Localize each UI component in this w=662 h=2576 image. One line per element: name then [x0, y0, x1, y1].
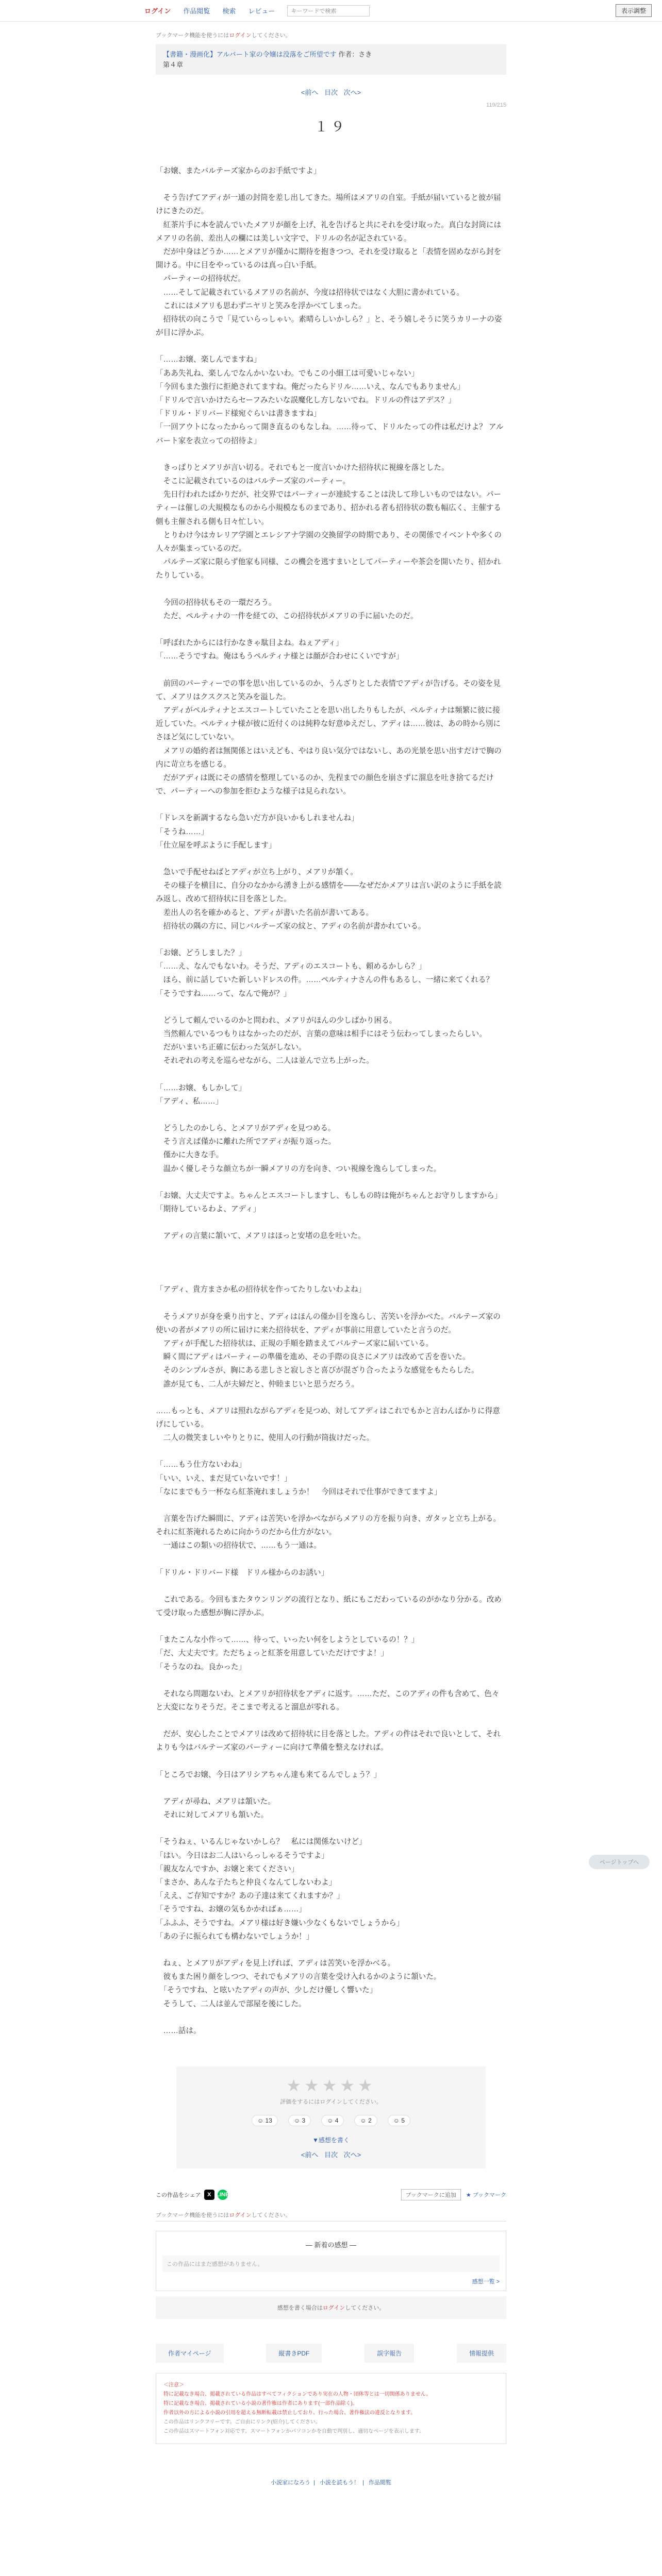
body-line: メアリの婚約者は無関係とはいえども、やはり良い気分ではないし、あの光景を思い出すだけで胸の内に苛立ちを感じる。 — [156, 747, 502, 769]
body-line: そこに記載されているのはバルテーズ家のパーティー。 — [156, 477, 350, 486]
review-heading: ― 新着の感想 ― — [305, 2241, 357, 2249]
reaction-count: 2 — [368, 2116, 372, 2124]
body-line: きっぱりとメアリが言い切る。それでもと一度言いかけた招待状に視線を落とした。 — [156, 463, 449, 472]
body-line: アディが尋ね、メアリは頷いた。 — [156, 1797, 275, 1806]
body-line: 「お嬢、またバルテーズ家からのお手紙ですよ」 — [156, 167, 321, 175]
paragraph-gap — [156, 1297, 506, 1310]
novel-body — [156, 164, 506, 2038]
body-line: だがアディは既にその感情を整理しているのか、先程までの顔色を崩さずに溜息を吐き捨てるだけで、パーティーへの参加を拒むような様子は見られない。 — [156, 773, 494, 796]
body-line: アディが手配した招待状は、正規の手順を踏まえてバルテーズ家に届いている。 — [156, 1340, 434, 1348]
nav-item-browse[interactable]: 作品閲覧 — [183, 7, 210, 15]
body-line: 僅かに大きな手。 — [156, 1151, 224, 1160]
body-line: そう言えば僅かに離れた所でアディが振り返った。 — [156, 1138, 336, 1146]
body-line: どうしたのかしら、とメアリがアディを見つめる。 — [156, 1124, 336, 1132]
rating-note: 評価をするにはログインしてください。 — [280, 2098, 382, 2105]
body-line: 「いい、いえ、まだ見ていないです！」 — [156, 1474, 292, 1483]
body-line: だが、安心したことでメアリは改めて招待状に目を落とした。アディの件はそれで良いとして、それよりも今はバルテーズ家のパーティーに向けて準備を整えなければ。 — [156, 1730, 501, 1752]
body-line: 「なにまでもう一杯なら紅茶淹れましょうか！ 今回はそれで仕事ができてますよ」 — [156, 1487, 442, 1496]
add-bookmark-button[interactable]: ブックマークに追加 — [401, 2189, 461, 2200]
bookmark-login-link-bottom[interactable]: ログイン — [229, 2212, 252, 2218]
site-link-yomou[interactable]: 小説を読もう！ — [320, 2479, 359, 2486]
body-line: 「ドリル・ドリバード様 ドリル様からのお誘い」 — [156, 1568, 329, 1577]
body-line: 差出人の名を確かめると、アディが書いた名前が書いてある。 — [156, 908, 374, 917]
reaction-button[interactable]: ☺ 4 — [321, 2115, 344, 2126]
reaction-count: 13 — [265, 2116, 272, 2124]
page-counter: 119/215 — [486, 102, 506, 108]
body-line: それぞれの考えを巡らせながら、二人は並んで立ち上がった。 — [156, 1057, 374, 1065]
nav-item-review[interactable]: レビュー — [248, 7, 275, 15]
reaction-count: 3 — [302, 2116, 306, 2124]
prev-link[interactable]: <前へ — [301, 89, 319, 96]
review-login-note: 感想を書く場合はログインしてください。 — [156, 2296, 506, 2319]
prev-link-bottom[interactable]: <前へ — [301, 2150, 319, 2159]
body-line: 「だ、大丈夫です。ただちょっと紅茶を用意していただけですよ！」 — [156, 1649, 389, 1658]
body-line: そのシンプルさが、胸にある悲しさと寂しさと喜びが混ざり合ったような感覚をもたらした。 — [156, 1366, 479, 1375]
x-share-icon[interactable]: X — [204, 2190, 214, 2200]
next-link[interactable]: 次へ> — [343, 89, 361, 96]
star-rating[interactable]: ★★★★★ — [286, 2076, 376, 2095]
reaction-button[interactable]: ☺ 2 — [354, 2115, 377, 2126]
paragraph-gap — [156, 1256, 506, 1269]
bottom-area — [156, 2211, 506, 2486]
author-name: 作者：さき — [338, 50, 372, 58]
body-line: アディがペルティナとエスコートしていたことを思い出したりもしたが、ペルティナは頻繁に彼に接近していた。ペルティナ様が彼に近付くのは純粋な好意ゆえだし、アディは……彼は、あの時から別にさほど気にしていない。 — [156, 706, 501, 742]
paragraph-gap — [156, 798, 506, 811]
body-line: 今回の招待状もその一環だろう。 — [156, 598, 276, 607]
body-line: 「親友なんですか、お嬢と来てください」 — [156, 1865, 299, 1873]
write-impression-link[interactable]: ▼感想を書く — [312, 2136, 350, 2144]
body-line: 「お嬢、大丈夫ですよ。ちゃんとエスコートしますし、もしもの時は俺がちゃんとお守りしますから」 — [156, 1191, 502, 1200]
toc-link[interactable]: 目次 — [324, 89, 338, 96]
display-settings-button[interactable]: 表示調整 — [616, 4, 652, 17]
body-line: そうして、二人は並んで部屋を後にした。 — [156, 1999, 306, 2008]
body-line: 「あの子に振られても構わないでしょうか！」 — [156, 1932, 314, 1941]
paragraph-gap — [156, 933, 506, 946]
review-login-link[interactable]: ログイン — [322, 2304, 345, 2311]
body-line: パルテーズ家に限らず他家も同様、この機会を逃すまいとしてパーティーや茶会を開いたり、招かれたりしている。 — [156, 558, 501, 580]
paragraph-gap — [156, 1216, 506, 1229]
reaction-button[interactable]: ☺ 3 — [288, 2115, 311, 2126]
body-line: ……話は。 — [156, 2026, 201, 2035]
body-line: 言葉を告げた瞬間に、アディは苦笑いを浮かべながらメアリの方を振り向き、ガタッと立ち上がる。それに紅茶淹れるために向かうのだから仕方がない。 — [156, 1515, 501, 1537]
notice-box: ＜注意＞ 特に記載なき場合、掲載されている作品はすべてフィクションであり実在の人物・団体等とは一切関係ありません。 特に記載なき場合、掲載されている小説の著作権は作者にあります(一部作品除く)。 作者以外の方による小説の引用を超える無断転載は禁止しており、行った場合、著作権法の違反となります。 この作品はリンクフリーです。ご自由にリンク(紹介)してください。 この作品はスマートフォン対応です。スマートフォンかパソコンかを自動で判別し、適切なページを表示します。 — [156, 2373, 506, 2444]
site-link-browse[interactable]: 作品閲覧 — [368, 2479, 391, 2486]
body-line: アディの言葉に頷いて、メアリはほっと安堵の息を吐いた。 — [156, 1232, 366, 1241]
paragraph-gap — [156, 664, 506, 677]
body-line: その様子を横目に、自分のなかから湧き上がる感情を――なぜだかメアリは言い訳のように手紙を読み返し、改めて招待状に目を落とした。 — [156, 882, 502, 904]
paragraph-gap — [156, 178, 506, 191]
body-line: だが中身はどうか……とメアリが僅かに期待を抱きつつ、それを受け取ると「表情を固めながら封を開ける。中に目をやっているのは真っ白い手紙。 — [156, 248, 502, 270]
paragraph-gap — [156, 1822, 506, 1835]
vertical-pdf-link[interactable]: 縦書きPDF — [266, 2344, 322, 2363]
bookmark-link[interactable]: ★ ブックマーク — [466, 2192, 506, 2198]
body-line: 「ところでお嬢、今日はアリシアちゃん達も来てるんでしょう？」 — [156, 1770, 382, 1779]
paragraph-gap — [156, 1499, 506, 1512]
paragraph-gap — [156, 2011, 506, 2024]
paragraph-gap — [156, 1108, 506, 1122]
paragraph-gap — [156, 1269, 506, 1283]
body-line: そう告げてアディが一通の封筒を差し出してきた。場所はメアリの自室。手紙が届いていると彼が届けにきたのだ。 — [156, 194, 501, 216]
episode-nav-top — [156, 87, 506, 97]
body-line: パーティーの招待状だ。 — [156, 275, 245, 283]
paragraph-gap — [156, 1176, 506, 1189]
body-line: 「仕立屋を呼ぶように手配します」 — [156, 841, 276, 850]
chapter-title: １９ — [314, 119, 347, 134]
body-line: 「呼ばれたからには行かなきゃ駄目よね。ねぇアディ」 — [156, 639, 343, 648]
body-line: 「ふふふ、そうですね。メアリ様は好き嫌い少なくもないでしょうから」 — [156, 1919, 404, 1927]
body-line: そうメアリが身を乗り出すと、アディはほんの僅か目を逸らし、苦笑いを浮かべた。バルテーズ家の使いの者がメアリの所に届けに来た招待状を、アディが事前に用意していたと言うのだ。 — [156, 1312, 501, 1334]
body-line: 「お嬢、どうしました？」 — [156, 948, 246, 957]
page-top-button[interactable]: ページトップへ — [589, 1855, 650, 1869]
body-line: 「ドリル・ドリバード様宛ぐらいは書きますね」 — [156, 410, 321, 418]
body-line: どうして頼んでいるのかと問われ、メアリがほんの少しばかり困る。 — [156, 1016, 397, 1025]
body-line: 先日行われたばかりだが、社交界ではパーティーが連続することは決して珍しいものではない。パーティーは催しの大規模なものから小規模なものまであり、招かれる者も招待状の数も幅広く、主催する側も主催される側も日々忙しい。 — [156, 490, 502, 526]
share-row — [156, 2189, 506, 2200]
paragraph-gap — [156, 1445, 506, 1458]
body-line: ほら、前に話していた新しいドレスの件。……ペルティナさんの件もあるし、一緒に来てくれる？ — [156, 976, 494, 985]
toc-link-bottom[interactable]: 目次 — [324, 2150, 338, 2159]
reaction-count: 5 — [401, 2116, 405, 2124]
nav-item-search[interactable]: 検索 — [222, 7, 236, 15]
episode-nav-bottom — [176, 2149, 486, 2159]
bookmark-login-link[interactable]: ログイン — [229, 32, 252, 39]
body-line: 「アディ、貴方まさか私の招待状を作ってたりしないわよね」 — [156, 1285, 366, 1294]
site-link-narou[interactable]: 小説家になろう — [271, 2479, 311, 2486]
body-line: 「そうなのね。良かった」 — [156, 1663, 246, 1671]
body-line: 「またこんな小作って……、待って、いったい何をしようとしているの！？」 — [156, 1636, 419, 1645]
body-line: 温かく優しそうな顔立ちが一瞬メアリの方を向き、つい視線を逸らしてしまった。 — [156, 1164, 441, 1173]
body-line: 「そうですね……って、なんで俺が？」 — [156, 989, 291, 998]
body-line: 「ドリルで言いかけたらセーフみたいな誤魔化し方しないでね。ドリルの件はアデス？」 — [156, 396, 456, 405]
paragraph-gap — [156, 1580, 506, 1593]
body-line: ただ、ペルティナの一件を経ての、この招待状がメアリの手に届いたのだ。 — [156, 612, 418, 620]
next-link-bottom[interactable]: 次へ> — [343, 2150, 361, 2159]
body-line: 「期待しているわよ、アディ」 — [156, 1205, 261, 1213]
footer-links — [156, 2344, 506, 2363]
paragraph-gap — [156, 1243, 506, 1256]
bookmark-note-bottom: ブックマーク機能を使うにはログインしてください。 — [156, 2212, 291, 2218]
body-line: 「……お嬢、楽しんでますね」 — [156, 355, 261, 364]
chapter-group: 第４章 — [163, 60, 184, 69]
paragraph-gap — [156, 1001, 506, 1014]
paragraph-gap — [156, 1553, 506, 1566]
body-line: 一通はこの類いの招待状で、……もう一通は。 — [156, 1541, 321, 1550]
main-content — [156, 31, 506, 2038]
paragraph-gap — [156, 583, 506, 596]
paragraph-gap — [156, 852, 506, 866]
reaction-button[interactable]: ☺ 5 — [388, 2115, 410, 2126]
series-title-link[interactable]: 【書籍・漫画化】アルバート家の令嬢は没落をご所望です — [163, 50, 337, 58]
body-line: 「一回アウトになったからって開き直るのもなしね。……待って、ドリルたっての件は私だけよ？ アルバート家を表立っての招待よ」 — [156, 423, 504, 445]
bookmark-note: ブックマーク機能を使うにはログインしてください。 — [156, 32, 291, 39]
body-line: 二人の微笑ましいやりとりに、使用人の行動が筒抜けだった。 — [156, 1434, 374, 1443]
body-line: だがいまいち正確に伝わった気がしない。 — [156, 1043, 306, 1052]
body-line: 「今回もまた強行に拒絶されてますね。俺だったらドリル……いえ、なんでもありません」 — [156, 382, 465, 391]
reaction-count: 4 — [335, 2116, 339, 2124]
body-line: 「……え、なんでもないわ。そうだ、アディのエスコートも、頼めるかしら？」 — [156, 962, 426, 971]
body-line: これにはメアリも思わずニヤリと笑みを浮かべてしまった。 — [156, 301, 366, 310]
paragraph-gap — [156, 1620, 506, 1633]
body-line: 「そうね……」 — [156, 827, 209, 836]
body-line: 「アディ、私……」 — [156, 1097, 223, 1106]
body-line: 「……そうですね。俺はもうペルティナ様とは顔が合わせにくいですが」 — [156, 652, 404, 661]
body-line: 招待状の隅の方に、同じバルテーズ家の紋と、アディの名前が書かれている。 — [156, 922, 426, 930]
divider — [156, 2221, 506, 2222]
paragraph-gap — [156, 1674, 506, 1687]
body-line: 「……もう仕方ないわね」 — [156, 1461, 246, 1469]
body-line: 「そうですね、お嬢の気もかかればぁ……」 — [156, 1905, 306, 1914]
paragraph-gap — [156, 1714, 506, 1727]
site-links: 小説家になろう | 小説を読もう！ | 作品閲覧 — [271, 2479, 391, 2486]
search-input[interactable]: キーワードで検索 — [287, 5, 370, 16]
body-line: 瞬く間にアディはパーティーの準備を進め、その手際の良さにメアリは改めて舌を巻いた。 — [156, 1353, 470, 1362]
reaction-list — [176, 2115, 486, 2126]
line-share-icon[interactable]: LINE — [218, 2190, 228, 2200]
paragraph-gap — [156, 1782, 506, 1795]
body-line: 「はい。今日はお二人はいらっしゃるそうですよ」 — [156, 1851, 329, 1860]
login-link[interactable]: ログイン — [144, 7, 171, 15]
top-bar — [0, 0, 662, 22]
body-line: 「まさか、あんな子たちと仲良くなんてしないわよ」 — [156, 1878, 337, 1887]
body-line: 「ええ、ご存知ですか？あの子達は来てくれますか？」 — [156, 1892, 344, 1901]
review-empty-text: この作品にはまだ感想がありません。 — [162, 2256, 500, 2272]
body-line: 紅茶片手に本を読んでいたメアリが顔を上げ、礼を告げると共にそれを受け取った。真白な封筒にはメアリの名前、差出人の欄には美しい文字で、ドリルの名が記されている。 — [156, 221, 502, 243]
review-list-link[interactable]: 感想一覧 > — [472, 2278, 500, 2285]
body-line: それなら問題ないわ、とメアリが招待状をアディに返す。……ただ、このアディの件も含めて、色々と大変になりそうだ。そこまで考えると溜息が零れる。 — [156, 1689, 500, 1712]
reaction-button[interactable]: ☺ 13 — [252, 2115, 278, 2126]
info-provide-link[interactable]: 情報提供 — [457, 2344, 506, 2363]
body-line: 誰が見ても、二人が夫婦だと、仲睦まじいと思うだろう。 — [156, 1380, 359, 1388]
share-label: この作品をシェア — [156, 2192, 201, 2198]
body-line: ……もっとも、メアリは照れながらアディを見つめ、対してアディはこれでもかと言わんばかりに得意げにしている。 — [156, 1406, 500, 1429]
body-line: 急いで手配せねばとアディが立ち上がり、メアリが頷く。 — [156, 868, 358, 876]
body-line: ……そして記載されているメアリの名前が、今度は招待状ではなく大胆に書かれている。 — [156, 288, 464, 297]
body-line: 当然頼んでいるつもりはなかったのだが、言葉の意味は相手にはそう伝わってしまったらしい。 — [156, 1029, 487, 1038]
body-line: 「そうですね、と呟いたアディの声が、少しだけ優しく響いた」 — [156, 1986, 377, 1995]
top-nav — [144, 5, 370, 16]
paragraph-gap — [156, 1943, 506, 1957]
body-line: 「……お嬢、もしかして」 — [156, 1083, 246, 1092]
body-line: ねぇ、とメアリがアディを見上げれば、アディは苦笑いを浮かべる。 — [156, 1959, 395, 1968]
paragraph-gap — [156, 1391, 506, 1404]
series-info — [156, 44, 506, 75]
rating-panel — [176, 2066, 486, 2168]
body-line: 前回のパーティーでの事を思い出しているのか、うんざりとした表情でアディが告げる。その姿を見て、メアリはクスクスと笑みを溢した。 — [156, 679, 501, 701]
body-line: 「そうねぇ、いるんじゃないかしら？ 私には関係ないけど」 — [156, 1838, 367, 1846]
body-line: とりわけ今はカレリア学園とエレシアナ学園の交換留学の時期であり、その関係でイベントや多くの人々が集まっているのだ。 — [156, 531, 502, 553]
body-line: 招待状の向こうで「見ていらっしゃい。素晴らしいかしら？」と、そう嬉しそうに笑うカリーナの姿が目に浮かぶ。 — [156, 315, 502, 337]
body-line: 「ドレスを新調するなら急いだ方が良いかもしれませんね」 — [156, 814, 359, 823]
paragraph-gap — [156, 448, 506, 461]
body-line: これである。今回もまたタウンリングの流行となり、紙にもこだわっているのがかなり分かる。改めて受け取った感想が胸に浮かぶ。 — [156, 1595, 502, 1618]
notice-heading: ＜注意＞ — [163, 2382, 184, 2388]
paragraph-gap — [156, 623, 506, 636]
body-line: 彼もまた困り顔をしつつ、それでもメアリの言葉を受け入れるかのように頷いた。 — [156, 1973, 441, 1981]
review-panel — [156, 2231, 506, 2291]
paragraph-gap — [156, 1068, 506, 1081]
paragraph-gap — [156, 1755, 506, 1768]
author-page-link[interactable]: 作者マイページ — [156, 2344, 224, 2363]
typo-report-link[interactable]: 誤字報告 — [365, 2344, 414, 2363]
body-line: 「ああ失礼ね、楽しんでなんかいないわ。でもこの小細工は可愛いじゃない」 — [156, 369, 419, 378]
body-line: それに対してメアリも頷いた。 — [156, 1811, 269, 1820]
paragraph-gap — [156, 340, 506, 353]
